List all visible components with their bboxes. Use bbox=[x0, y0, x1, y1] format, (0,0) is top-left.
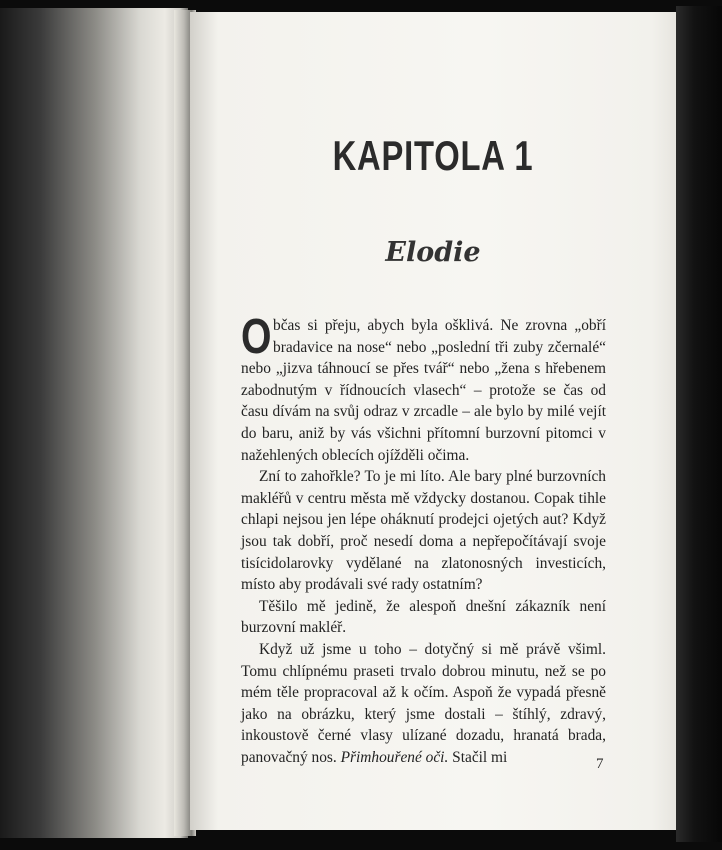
chapter-body bbox=[241, 310, 606, 768]
book-right-edge bbox=[676, 6, 722, 842]
paragraph-1-text: bčas si přeju, abych byla ošklivá. Ne zrovna „obří bradavice na nose“ nebo „poslední tři zuby zčernalé“ nebo „jizva táhnoucí se přes tvář“ nebo „žena s hřebenem zabodnutým v řídnoucích vlasech“ – protože se čas od času dívám na svůj odraz v zrcadle – ale bylo by milé vejít do baru, aniž by vás všichni přítomní burzovní pitomci v nažehlených oblecích ojížděli očima. bbox=[241, 317, 606, 464]
paragraph-4-italic: Přimhouřené oči. bbox=[340, 748, 449, 766]
paragraph-4-text: Když už jsme u toho – dotyčný si mě právě všiml. Tomu chlípnému praseti trvalo dobrou minutu, než se po mém těle propracoval až k očím. Aspoň že vypadá přesně jako na obrázku, který jsme dostali – štíhlý, zdravý, inkoustově černé vlasy ulízané dozadu, hranatá brada, panovačný nos. bbox=[241, 640, 606, 766]
paragraph-3: Těšilo mě jedině, že alespoň dnešní zákazník není burzovní makléř. bbox=[241, 597, 606, 637]
paragraph-2: Zní to zahořkle? To je mi líto. Ale bary plné burzovních makléřů v centru města mě vždycky dostanou. Copak tihle chlapi nejsou jen lépe oháknutí prodejci ojetých aut? Když jsou tak dobří, proč nesedí doma a nepřepočítávají svoje tisícidolarovky vydělané na zlatonosných investicích, místo aby prodávali své rady ostatním? bbox=[241, 468, 606, 594]
drop-cap: O bbox=[241, 310, 272, 364]
book-left-page bbox=[0, 8, 188, 838]
paragraph-4-end: Stačil mi bbox=[448, 748, 508, 766]
paragraph-4 bbox=[241, 639, 606, 769]
chapter-title: KAPITOLA 1 bbox=[332, 132, 534, 179]
chapter-subtitle: Elodie bbox=[385, 237, 481, 268]
paragraph-1 bbox=[241, 310, 606, 466]
page-number: 7 bbox=[596, 756, 604, 772]
